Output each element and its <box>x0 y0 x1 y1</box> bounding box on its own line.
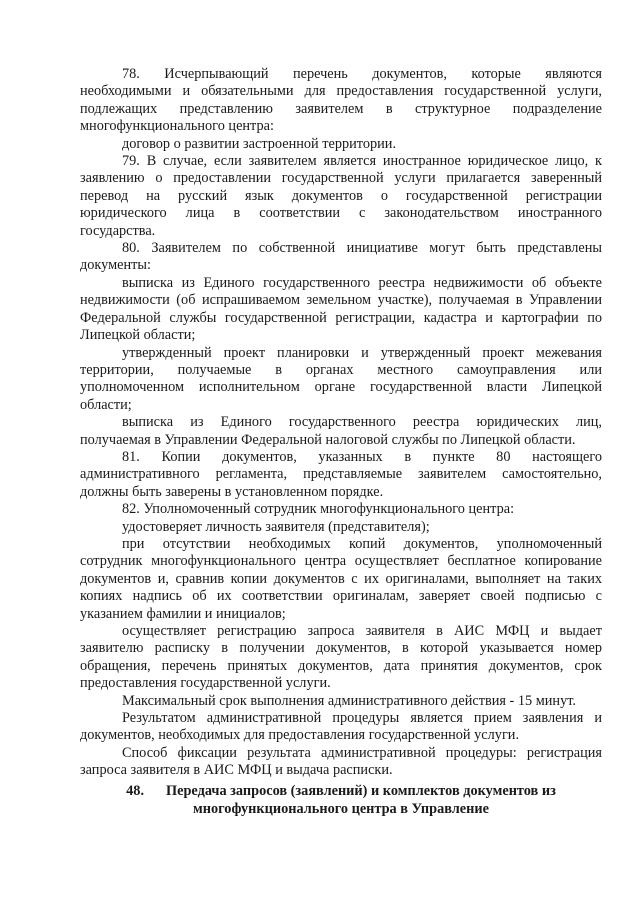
paragraph-79 <box>80 153 602 240</box>
text-line: Федеральной службы государственной регистрации, кадастра и картографии по <box>80 309 602 326</box>
text-line: документы: <box>80 257 151 274</box>
text-line: при отсутствии необходимых копий документов, уполномоченный <box>122 535 602 552</box>
heading-line-2 <box>80 800 602 818</box>
text-line: предоставления государственной услуги. <box>80 675 331 692</box>
text-line: недвижимости (об испрашиваемом земельном участке), получаемая в Управлении <box>80 292 602 309</box>
text-line: необходимыми и обязательными для предоставления государственной услуги, <box>80 83 602 100</box>
text-line: документов и, сравнив копии документов с их оригиналами, выполняет на таких <box>80 570 602 587</box>
section-title-line: многофункционального центра в Управление <box>193 801 489 817</box>
text-line: выписка из Единого государственного реестра юридических лиц, <box>122 414 602 431</box>
section-heading <box>80 782 602 818</box>
text-line: осуществляет регистрацию запроса заявителя в АИС МФЦ и выдает <box>122 623 602 639</box>
text-line: обращения, перечень принятых документов, дата принятия документов, срок <box>80 657 602 674</box>
paragraph-78-item <box>80 136 602 153</box>
document-body <box>80 66 602 780</box>
text-line: юридического лица в соответствии с законодательством иностранного <box>80 205 602 222</box>
text-line: подлежащих представлению заявителем в структурное подразделение <box>80 100 602 117</box>
text-line: административного регламента, представляемые заявителем самостоятельно, <box>80 466 602 483</box>
text-line: сотрудник многофункционального центра осуществляет бесплатное копирование <box>80 553 602 570</box>
text-line: территории, получаемые в органах местного самоуправления или <box>80 361 602 378</box>
text-line: должны быть заверены в установленном порядке. <box>80 483 384 500</box>
paragraph-80-item-3 <box>80 414 602 449</box>
heading-line-1 <box>80 782 602 800</box>
paragraph-80-item-2 <box>80 345 602 415</box>
paragraph-80 <box>80 240 602 275</box>
text-line: Липецкой области; <box>80 327 196 344</box>
text-line: многофункционального центра: <box>80 118 274 135</box>
paragraph-80-item-1 <box>80 275 602 345</box>
paragraph-82-item-3 <box>80 623 602 693</box>
paragraph-78 <box>80 66 602 136</box>
text-line: Способ фиксации результата административной процедуры: регистрация <box>122 744 602 761</box>
text-line: удостоверяет личность заявителя (представителя); <box>122 518 430 535</box>
section-title-line: Передача запросов (заявлений) и комплектов документов из <box>166 783 556 799</box>
paragraph-82-item-2 <box>80 536 602 623</box>
text-line: уполномоченном исполнительном органе государственной власти Липецкой <box>80 379 602 396</box>
paragraph-81 <box>80 449 602 501</box>
paragraph-82 <box>80 501 602 518</box>
text-line: Максимальный срок выполнения административного действия - 15 минут. <box>122 692 576 709</box>
paragraph-82-time-limit <box>80 693 602 710</box>
text-line: получаемая в Управлении Федеральной налоговой службы по Липецкой области. <box>80 431 576 448</box>
paragraph-82-fixation <box>80 745 602 780</box>
text-line: 79. В случае, если заявителем является иностранное юридическое лицо, к <box>122 153 602 170</box>
text-line: копиях надпись об их соответствии оригиналам, заверяет своей подписью с <box>80 588 602 605</box>
text-line: 81. Копии документов, указанных в пункте 80 настоящего <box>122 448 602 465</box>
text-line: 80. Заявителем по собственной инициативе могут быть представлены <box>122 240 602 257</box>
text-line: запроса заявителя в АИС МФЦ и выдача расписки. <box>80 762 393 779</box>
paragraph-82-result <box>80 710 602 745</box>
text-line: договор о развитии застроенной территории. <box>122 135 397 152</box>
text-line: Результатом административной процедуры является прием заявления и <box>122 710 602 727</box>
text-line: 78. Исчерпывающий перечень документов, которые являются <box>122 66 602 82</box>
text-line: документов, необходимых для предоставления государственной услуги. <box>80 727 520 744</box>
text-line: заявлению о предоставлении государственной услуги прилагается заверенный <box>80 170 602 187</box>
text-line: выписка из Единого государственного реестра недвижимости об объекте <box>122 274 602 291</box>
text-line: заявителю расписку в получении документов, в которой указывается номер <box>80 640 602 657</box>
text-line: указанием фамилии и инициалов; <box>80 605 286 622</box>
text-line: 82. Уполномоченный сотрудник многофункционального центра: <box>122 501 515 518</box>
text-line: перевод на русский язык документов о государственной регистрации <box>80 187 602 204</box>
text-line: утвержденный проект планировки и утвержденный проект межевания <box>122 344 602 361</box>
section-number: 48. <box>126 783 145 799</box>
text-line: области; <box>80 396 132 413</box>
paragraph-82-item-1 <box>80 519 602 536</box>
text-line: государства. <box>80 222 156 239</box>
